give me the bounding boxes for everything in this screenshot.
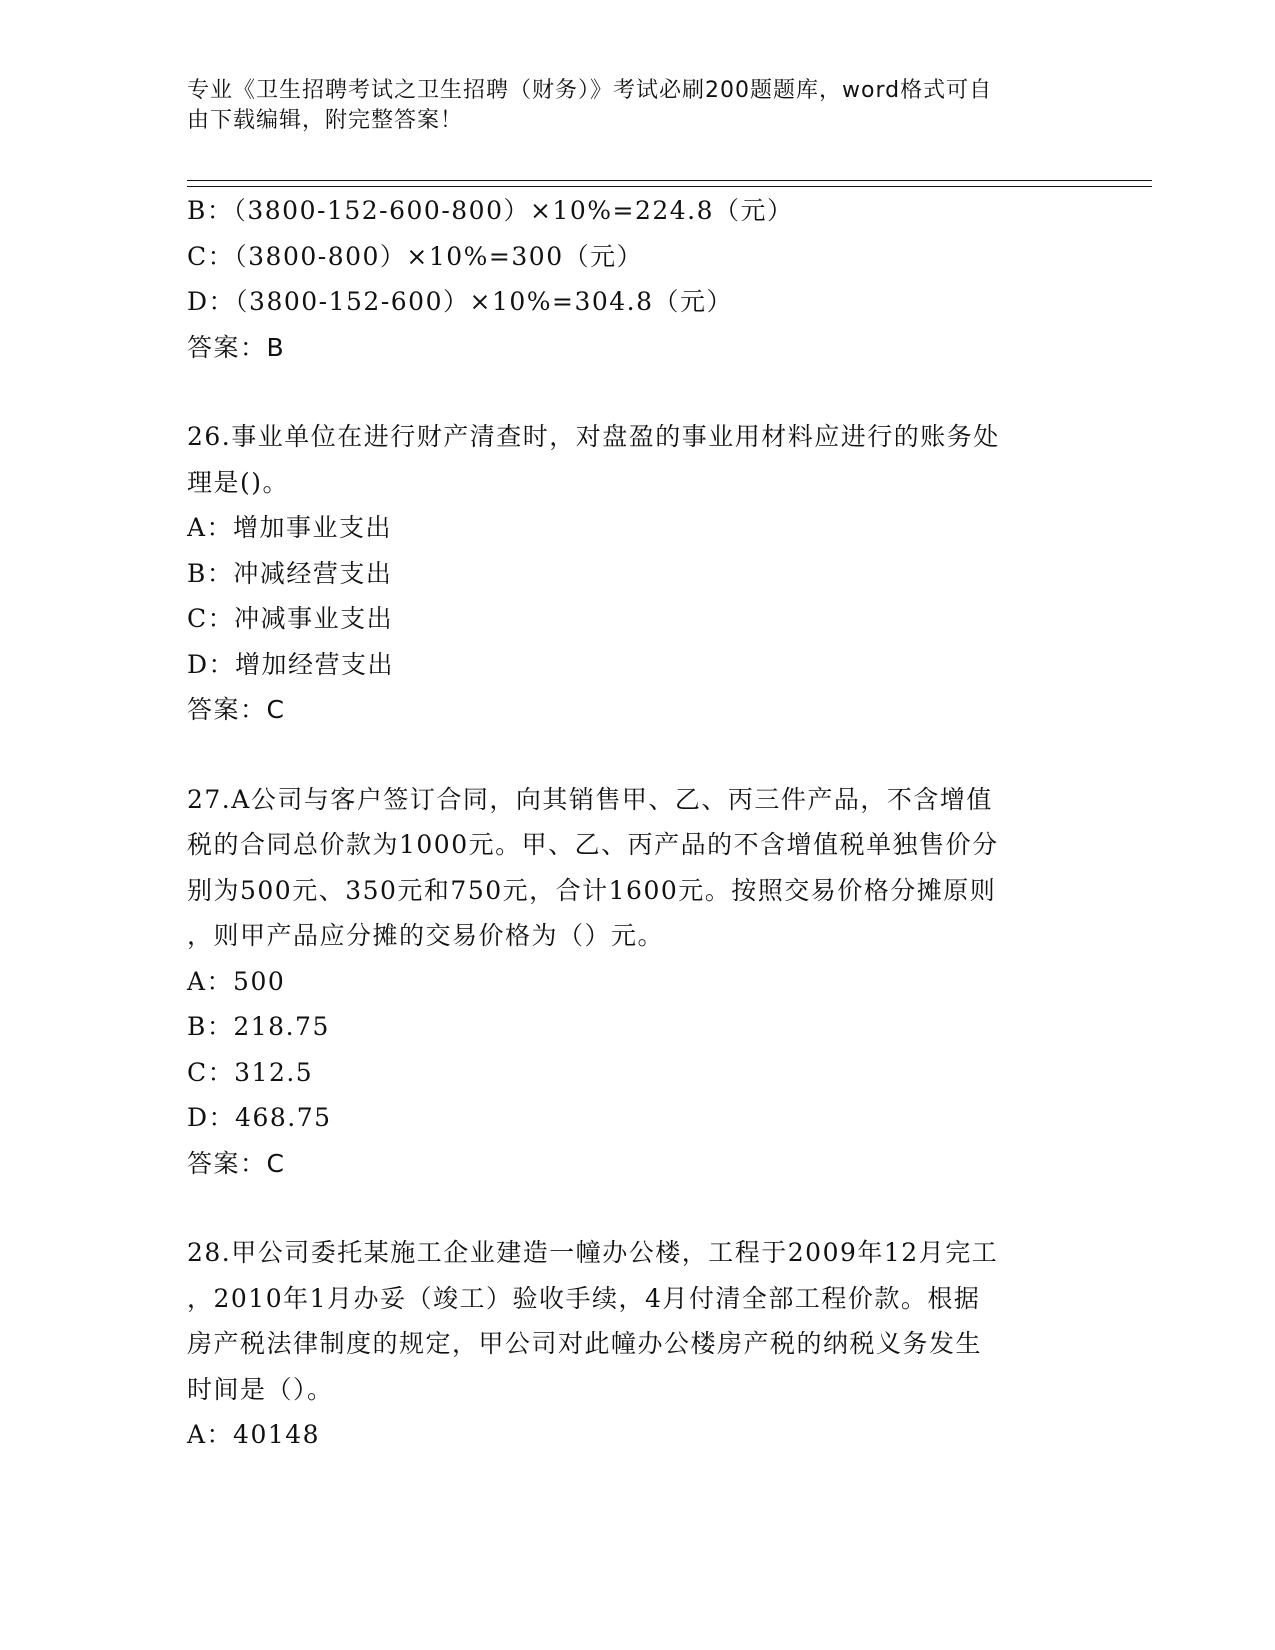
option-b: B：冲减经营支出 xyxy=(187,558,393,588)
header-line-1: 专业《卫生招聘考试之卫生招聘（财务）》考试必刷200题题库，word格式可自 xyxy=(187,78,993,103)
question-text-line: 时间是（）。 xyxy=(187,1374,334,1404)
option-d: D：468.75 xyxy=(187,1103,332,1132)
option-a: A：增加事业支出 xyxy=(187,513,393,542)
option-b: B：218.75 xyxy=(187,1012,330,1041)
option-b: B：（3800-152-600-800）×10%=224.8（元） xyxy=(187,196,794,225)
option-a: A：40148 xyxy=(187,1420,321,1449)
option-d: D：增加经营支出 xyxy=(187,649,395,679)
answer: 答案：C xyxy=(187,695,286,724)
header-rule-bottom xyxy=(187,186,1152,187)
question-27 xyxy=(187,777,1087,1187)
document-header xyxy=(187,76,1087,136)
document-body xyxy=(187,188,1087,1458)
question-text-line: 税的合同总价款为1000元。甲、乙、丙产品的不含增值税单独售价分 xyxy=(187,830,999,859)
answer: 答案：B xyxy=(187,332,286,362)
option-a: A：500 xyxy=(187,966,286,996)
header-rule-top xyxy=(187,180,1152,181)
question-26 xyxy=(187,414,1087,733)
question-text-line: 房产税法律制度的规定，甲公司对此幢办公楼房产税的纳税义务发生 xyxy=(187,1329,983,1358)
question-text-line: 27.A公司与客户签订合同，向其销售甲、乙、丙三件产品，不含增值 xyxy=(187,784,993,814)
question-text-line: ，则甲产品应分摊的交易价格为（）元。 xyxy=(187,921,665,950)
answer: 答案：C xyxy=(187,1148,286,1178)
previous-question-tail xyxy=(187,188,1087,370)
question-text-line: 别为500元、350元和750元，合计1600元。按照交易价格分摊原则 xyxy=(187,875,997,905)
question-text-line: 28.甲公司委托某施工企业建造一幢办公楼，工程于2009年12月完工 xyxy=(187,1238,999,1267)
question-28 xyxy=(187,1230,1087,1458)
option-d: D：（3800-152-600）×10%=304.8（元） xyxy=(187,287,734,316)
header-line-2: 由下载编辑，附完整答案！ xyxy=(187,108,464,133)
question-text-line: 理是()。 xyxy=(187,467,290,497)
question-text-line: ，2010年1月办妥（竣工）验收手续，4月付清全部工程价款。根据 xyxy=(187,1283,981,1313)
option-c: C：冲减事业支出 xyxy=(187,604,394,633)
option-c: C：（3800-800）×10%=300（元） xyxy=(187,241,644,271)
option-c: C：312.5 xyxy=(187,1057,314,1087)
question-text-line: 26.事业单位在进行财产清查时，对盘盈的事业用材料应进行的账务处 xyxy=(187,422,1000,451)
